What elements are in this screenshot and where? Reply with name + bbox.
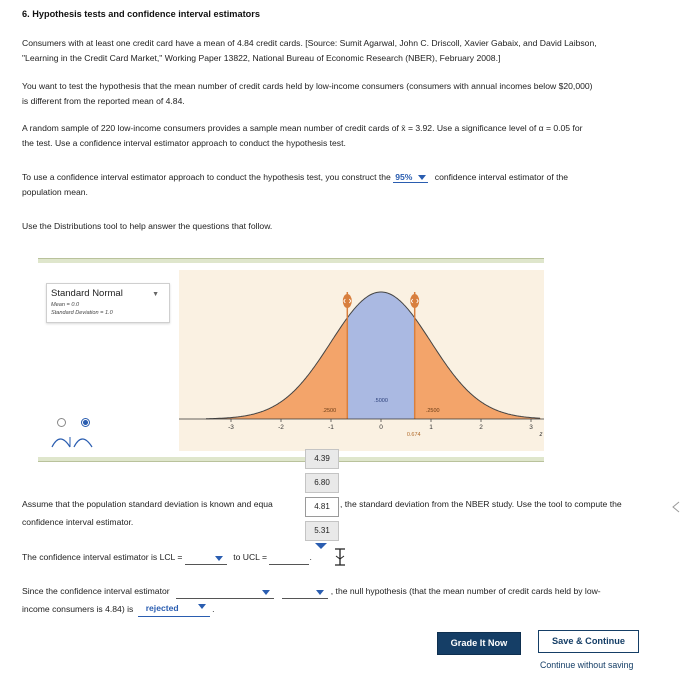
ucl-label: to UCL = [233,552,268,562]
confidence-level-value: 95% [395,172,413,182]
dropdown-option-4[interactable]: 5.31 [305,521,339,541]
x-tick-label: 0 [379,424,383,431]
right-tail-probability: .2500 [425,408,440,414]
chevron-down-icon [316,590,324,595]
chevron-down-icon [418,175,426,180]
sd-text-before: Assume that the population standard deviation is known and equa [22,499,273,509]
x-tick-label: 3 [529,424,533,431]
since-period: . [212,604,215,614]
x-tick-label: 2 [479,424,483,431]
interval-relation-dropdown[interactable] [176,587,274,599]
sd-text-line-2: confidence interval estimator. [22,517,134,527]
question-title: 6. Hypothesis tests and confidence interval estimators [22,9,260,19]
interval-period: . [309,552,312,562]
center-probability: .5000 [374,398,388,404]
chevron-down-icon [215,556,223,561]
since-text: Since the confidence interval estimator [22,586,170,596]
decision-value: rejected [145,603,179,613]
axis-label: z [539,432,543,438]
two-tail-radio[interactable] [81,418,90,427]
since-text-line-2: income consumers is 4.84) is [22,604,134,614]
right-tail-area [415,318,541,419]
two-tail-curve-icon[interactable] [74,439,92,447]
grade-it-now-button[interactable]: Grade It Now [437,632,521,655]
intro-paragraph [22,36,670,66]
distribution-select[interactable] [46,283,170,323]
sample-line-2: the test. Use a confidence interval estimator approach to conduct the hypothesis test. [22,138,346,148]
sd-text-after: , the standard deviation from the NBER study. Use the tool to compute the [340,499,622,509]
conclusion-line-2 [22,601,670,617]
chevron-left-icon[interactable] [670,500,682,514]
x-axis-ticks [228,419,533,431]
left-tail-area [206,318,347,419]
continue-without-saving-link[interactable]: Continue without saving [540,660,634,670]
construct-text-after: confidence interval estimator of the [434,172,569,182]
construct-line-2: population mean. [22,187,88,197]
one-tail-curve-icon[interactable] [52,439,70,447]
mouse-cursor-icon [333,548,347,566]
tool-instruction: Use the Distributions tool to help answer the questions that follow. [22,221,273,231]
hypothesis-paragraph [22,79,670,109]
left-tail-probability: .2500 [322,408,337,414]
confidence-level-dropdown[interactable] [393,172,428,183]
tool-bottom-border [38,457,544,462]
dropdown-option-1[interactable]: 4.39 [305,449,339,469]
since-text-after: , the null hypothesis (that the mean number of credit cards held by low- [330,586,601,596]
conclusion-line-1 [22,584,670,599]
construct-text: To use a confidence interval estimator approach to conduct the hypothesis test, you construct the [22,172,391,182]
tail-mode-icons [50,433,100,449]
marker-value: 0.674 [406,432,421,438]
intro-line-2: "Learning in the Credit Card Market," Working Paper 13822, National Bureau of Economic Research (NBER), February 2008.] [22,53,501,63]
chevron-down-icon [198,604,206,609]
decision-dropdown[interactable] [138,601,210,617]
lcl-label: The confidence interval estimator is LCL = [22,552,183,562]
sd-label: Standard Deviation = 1.0 [51,310,113,316]
x-tick-label: -1 [328,424,334,431]
contains-dropdown[interactable] [282,587,328,599]
distribution-name: Standard Normal [51,288,123,299]
lcl-dropdown[interactable] [185,553,227,565]
mean-label: Mean = 0.0 [51,302,80,308]
save-continue-button[interactable]: Save & Continue [538,630,639,653]
dropdown-option-3[interactable]: 4.81 [305,497,339,517]
chevron-down-icon [262,590,270,595]
construct-paragraph [22,170,670,200]
sample-paragraph [22,121,670,151]
x-tick-label: -2 [278,424,284,431]
caret-down-icon: ▼ [152,291,159,298]
normal-curve-chart [179,270,544,451]
hypothesis-line-2: is different from the reported mean of 4.84. [22,96,185,106]
dropdown-option-2[interactable]: 6.80 [305,473,339,493]
one-tail-radio[interactable] [57,418,66,427]
distributions-tool [38,258,544,464]
x-tick-label: -3 [228,424,234,431]
x-tick-label: 1 [429,424,433,431]
dropdown-pointer-icon [315,543,327,549]
ucl-dropdown[interactable] [269,552,312,565]
tool-top-border [38,258,544,263]
hypothesis-line-1: You want to test the hypothesis that the mean number of credit cards held by low-income consumers (consumers with annual incomes below $20,000) [22,81,593,91]
intro-line-1: Consumers with at least one credit card have a mean of 4.84 credit cards. [Source: Sumit Agarwal, John C. Driscoll, Xavier Gabaix, and David Laibson, [22,38,597,48]
sample-line-1: A random sample of 220 low-income consumers provides a sample mean number of credit cards of x̄ = 3.92. Use a significance level of α = 0.05 for [22,123,583,133]
